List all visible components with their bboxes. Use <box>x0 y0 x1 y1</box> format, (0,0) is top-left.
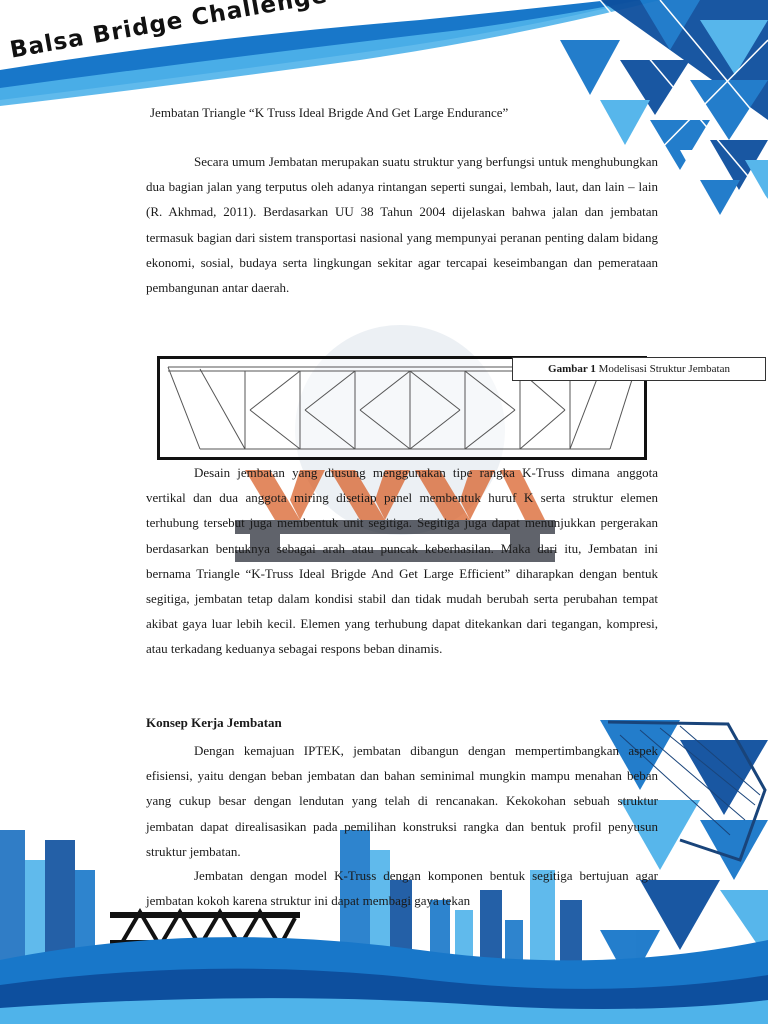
paragraph-3: Dengan kemajuan IPTEK, jembatan dibangun dengan mempertimbangkan aspek efisiensi, yaitu dengan beban jembatan dan bahan seminimal mungkin mampu menahan beban yang cukup besar dengan lendutan yang telah di rencanakan. Kekokohan sebuah struktur jembatan dapat direalisasikan pada pemilihan konstruksi rangka dan bentuk profil penyusun struktur jembatan. <box>146 743 658 859</box>
figure-caption <box>512 357 766 381</box>
document-heading: Jembatan Triangle “K Truss Ideal Brigde And Get Large Endurance” <box>150 105 509 120</box>
paragraph-2: Desain jembatan yang diusung menggunakan tipe rangka K-Truss dimana anggota vertikal dan dua anggota miring disetiap panel membentuk huruf K serta struktur elemen terhubung tersebut juga membentuk unit segitiga. Segitiga juga dapat menunjukkan pergerakan berdasarkan bentuknya sebagai arah atau puncak keberhasilan. Maka dari itu, Jembatan ini bernama Triangle “K-Truss Ideal Brigde And Get Large Efficient” diharapkan dengan bentuk segitiga, jembatan tetap dalam kondisi stabil dan tidak mudah berubah serta perubahan tempat akibat gaya luar lebih kecil. Elemen yang terhubung dapat ditekankan dari tegangan, kompresi, atau terkadang keduanya sebagai respons beban dinamis. <box>146 465 658 657</box>
figure-caption-text: Modelisasi Struktur Jembatan <box>595 363 730 375</box>
paragraph-1: Secara umum Jembatan merupakan suatu struktur yang berfungsi untuk menghubungkan dua bagian jalan yang terputus oleh adanya rintangan seperti sungai, lembah, laut, dan lain – lain (R. Akhmad, 2011). Berdasarkan UU 38 Tahun 2004 dijelaskan bahwa jalan dan jembatan termasuk bagian dari sistem transportasi nasional yang mempunyai peranan penting dalam bidang ekonomi, sosial, budaya serta lingkungan sekitar agar tercapai keseimbangan dan pemerataan pembangunan antar daerah. <box>146 154 658 296</box>
figure-caption-label: Gambar 1 <box>548 363 596 375</box>
paragraph-4: Jembatan dengan model K-Truss dengan komponen bentuk segitiga bertujuan agar jembatan kokoh karena struktur ini dapat membagi gaya tekan <box>146 868 658 909</box>
section-heading: Konsep Kerja Jembatan <box>146 715 282 730</box>
